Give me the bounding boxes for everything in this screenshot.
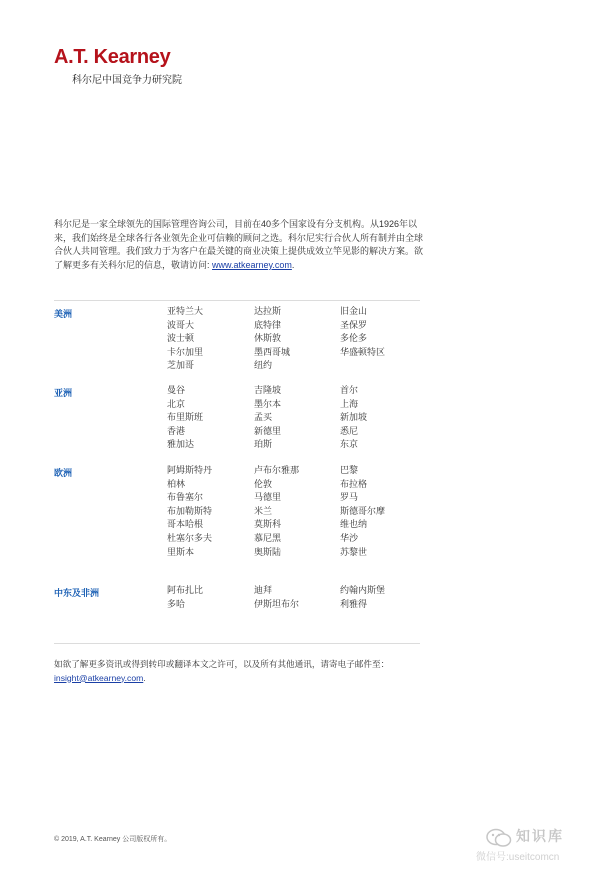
city-name: 多伦多	[340, 333, 368, 344]
watermark	[476, 826, 586, 866]
city-name: 曼谷	[167, 385, 186, 395]
city-name: 罗马	[340, 492, 359, 503]
city-name: 利雅得	[340, 598, 368, 609]
copyright: © 2019, A.T. Kearney 公司版权所有。	[54, 836, 172, 843]
city-column	[167, 464, 212, 559]
city-name: 迪拜	[254, 585, 273, 595]
city-name: 奥斯陆	[254, 546, 282, 557]
city-column	[340, 305, 385, 359]
contact-paragraph	[54, 658, 434, 685]
city-name: 波哥大	[167, 319, 195, 330]
region-label: 美洲	[54, 309, 73, 319]
city-column	[254, 464, 299, 559]
city-name: 亚特兰大	[167, 306, 204, 316]
city-column	[340, 464, 385, 559]
city-name: 华盛顿特区	[340, 346, 386, 357]
city-name: 休斯敦	[254, 333, 282, 344]
city-name: 马德里	[254, 492, 282, 503]
city-name: 墨尔本	[254, 398, 282, 409]
city-column	[340, 384, 367, 452]
city-column	[167, 305, 203, 373]
city-column	[254, 305, 290, 373]
city-name: 纽约	[254, 360, 273, 371]
logo-subtitle: 科尔尼中国竞争力研究院	[72, 75, 182, 86]
city-name: 约翰内斯堡	[340, 585, 386, 595]
city-name: 香港	[167, 425, 186, 436]
city-name: 新德里	[254, 425, 282, 436]
city-name: 巴黎	[340, 465, 359, 475]
city-name: 墨西哥城	[254, 346, 291, 357]
city-name: 东京	[340, 439, 359, 450]
city-name: 首尔	[340, 385, 359, 395]
intro-tail: .	[291, 259, 295, 270]
city-name: 雅加达	[167, 439, 195, 450]
city-name: 旧金山	[340, 306, 368, 316]
city-column	[167, 384, 203, 452]
city-name: 悉尼	[340, 425, 359, 436]
city-name: 芝加哥	[167, 360, 195, 371]
city-name: 多哈	[167, 598, 186, 609]
atkearney-logo: A.T. Kearney	[54, 46, 171, 68]
city-column	[254, 384, 281, 452]
city-name: 维也纳	[340, 519, 368, 530]
contact-text: 如欲了解更多资讯或得到转印或翻译本文之许可，以及所有其他通讯，请寄电子邮件至：	[54, 659, 390, 669]
region-label: 亚洲	[54, 388, 73, 398]
city-name: 苏黎世	[340, 546, 368, 557]
city-column	[340, 584, 385, 611]
city-name: 米兰	[254, 505, 273, 516]
wechat-icon	[486, 828, 512, 848]
divider-bottom	[54, 643, 420, 644]
city-name: 底特律	[254, 319, 282, 330]
city-name: 哥本哈根	[167, 519, 204, 530]
city-name: 吉隆坡	[254, 385, 282, 395]
divider-top	[54, 300, 420, 301]
city-name: 布里斯班	[167, 412, 204, 423]
watermark-subtitle: 微信号:useitcomcn	[476, 852, 560, 863]
city-name: 上海	[340, 398, 359, 409]
city-name: 斯德哥尔摩	[340, 505, 386, 516]
city-name: 莫斯科	[254, 519, 282, 530]
city-name: 华沙	[340, 532, 359, 543]
intro-text: 科尔尼是一家全球领先的国际管理咨询公司，目前在40多个国家设有分支机构。从1926年以来，我们始终是全球各行各业领先企业可信赖的顾问之选。科尔尼实行合伙人所有制并由全球合伙人共同管理。我们致力于为客户在最关键的商业决策上提供成效立竿见影的解决方案。欲了解更多有关科尔尼的信息，敬请访问:	[54, 219, 424, 270]
city-name: 波士顿	[167, 333, 195, 344]
city-name: 里斯本	[167, 546, 195, 557]
watermark-title: 知识库	[516, 828, 564, 844]
city-name: 阿布扎比	[167, 585, 204, 595]
city-column	[167, 584, 203, 611]
email-link[interactable]: insight@atkearney.com	[54, 672, 144, 683]
website-link[interactable]: www.atkearney.com	[212, 259, 292, 270]
city-name: 伊斯坦布尔	[254, 598, 300, 609]
city-name: 达拉斯	[254, 306, 282, 316]
region-label: 中东及非洲	[54, 588, 100, 598]
contact-tail: .	[143, 672, 146, 683]
city-name: 孟买	[254, 412, 273, 423]
intro-paragraph	[54, 218, 426, 272]
city-name: 布拉格	[340, 478, 368, 489]
city-column	[254, 584, 299, 611]
region-label: 欧洲	[54, 468, 73, 478]
city-name: 新加坡	[340, 412, 368, 423]
city-name: 圣保罗	[340, 319, 368, 330]
city-name: 珀斯	[254, 439, 273, 450]
city-name: 北京	[167, 398, 186, 409]
city-name: 布鲁塞尔	[167, 492, 204, 503]
city-name: 慕尼黑	[254, 532, 282, 543]
city-name: 卡尔加里	[167, 346, 204, 357]
city-name: 柏林	[167, 478, 186, 489]
city-name: 布加勒斯特	[167, 505, 213, 516]
city-name: 卢布尔雅那	[254, 465, 300, 475]
city-name: 阿姆斯特丹	[167, 465, 213, 475]
city-name: 伦敦	[254, 478, 273, 489]
city-name: 杜塞尔多夫	[167, 532, 213, 543]
